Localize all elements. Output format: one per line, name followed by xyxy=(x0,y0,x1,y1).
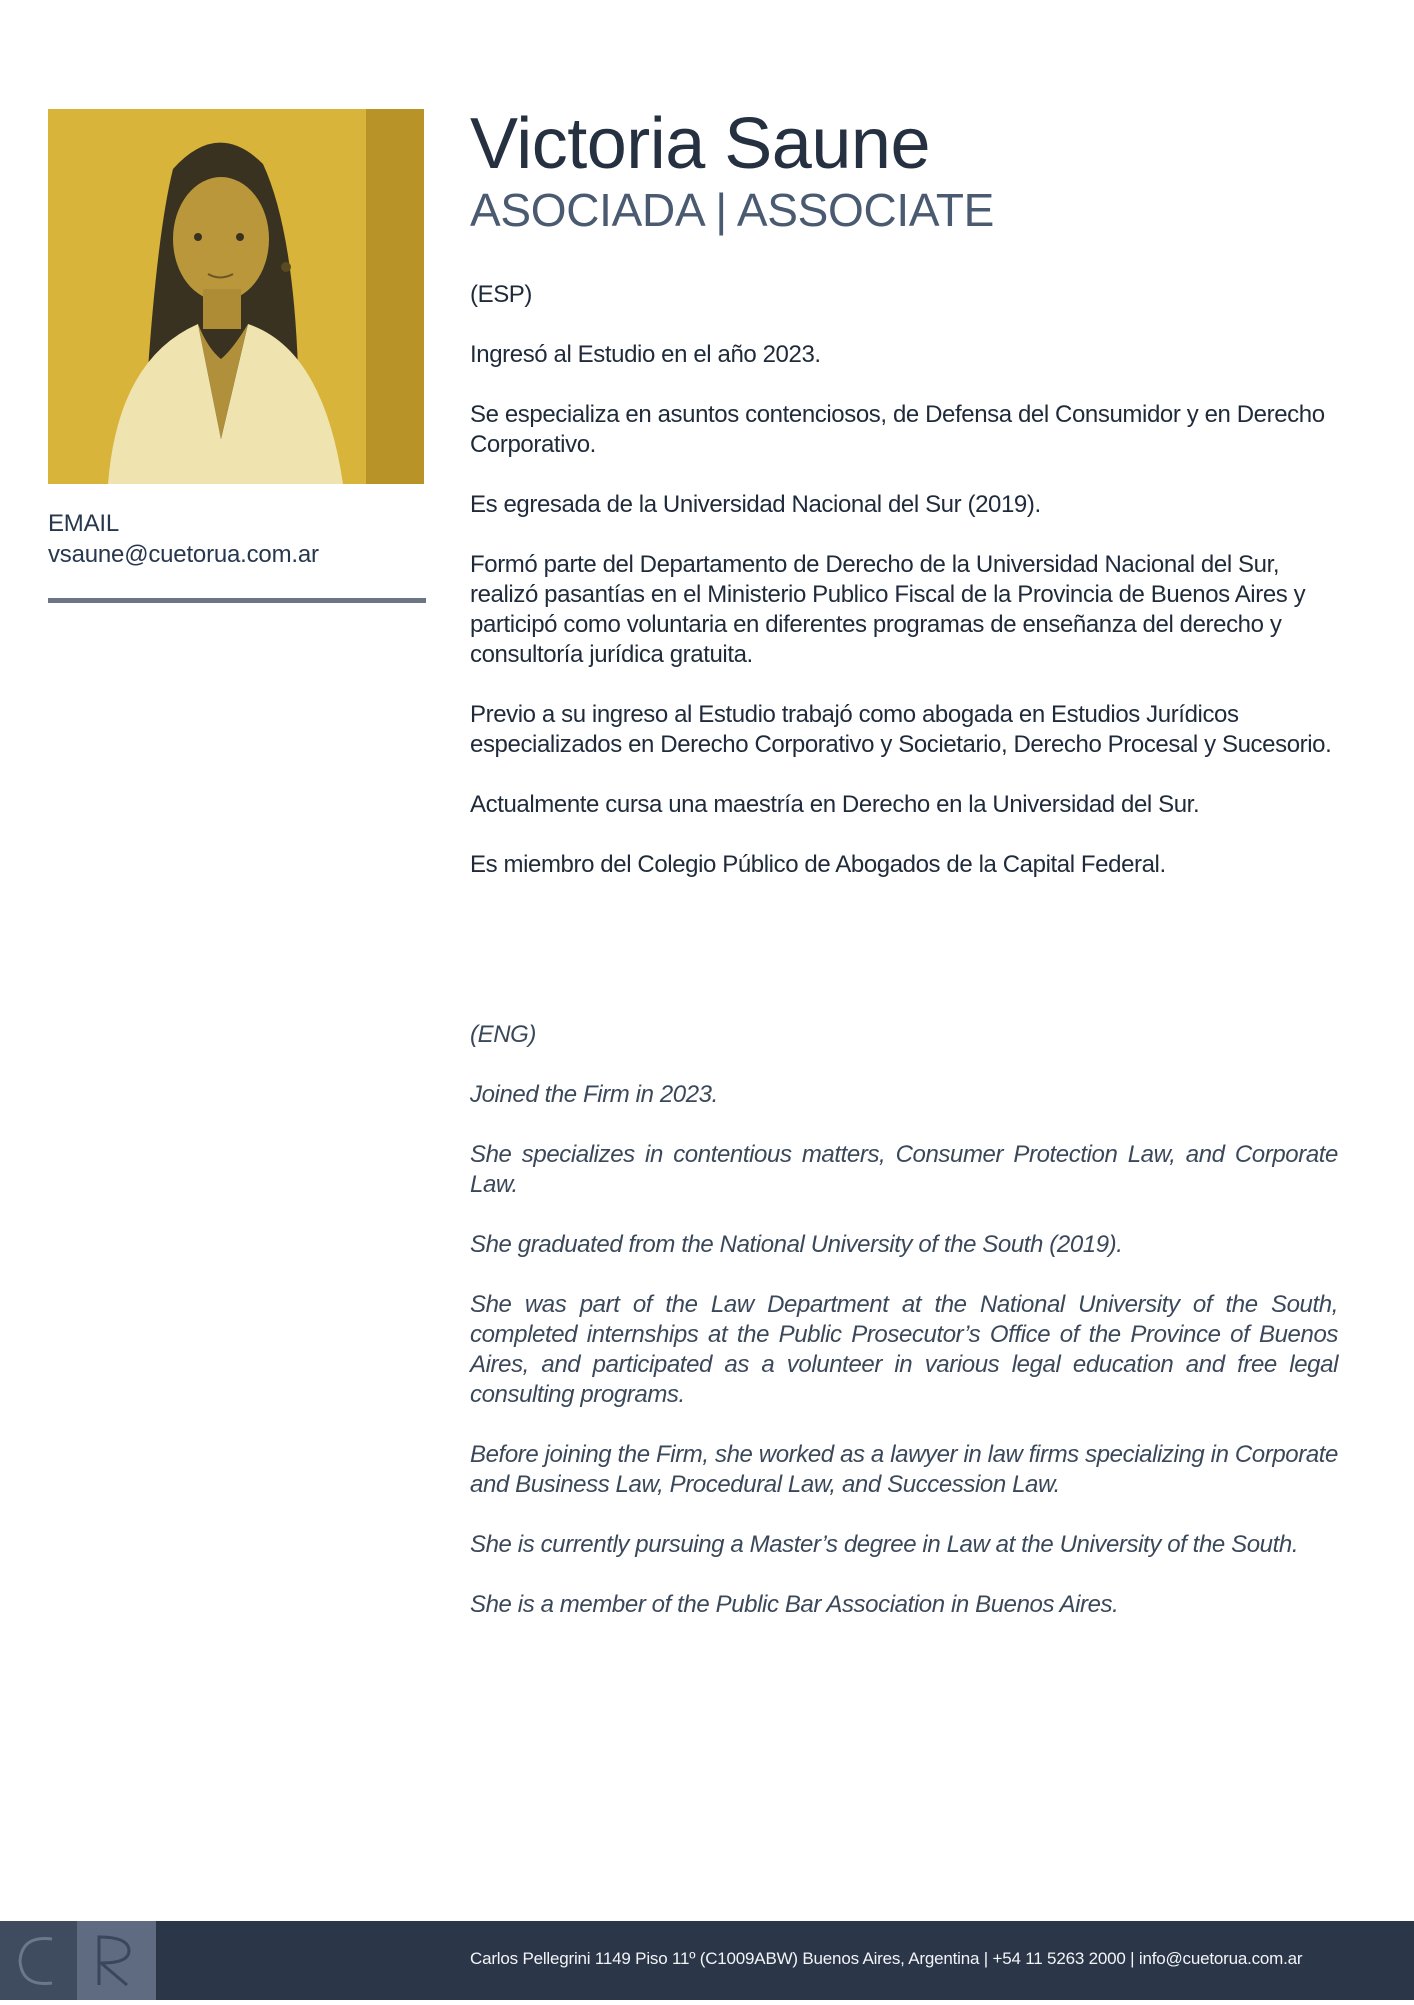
bio-paragraph: Previo a su ingreso al Estudio trabajó como abogada en Estudios Jurídicos especializados en Derecho Corporativo y Societario, Derecho Procesal y Sucesorio. xyxy=(470,701,1332,758)
bio-paragraph: Joined the Firm in 2023. xyxy=(470,1081,718,1108)
bio-paragraph: Es miembro del Colegio Público de Abogados de la Capital Federal. xyxy=(470,851,1166,878)
footer-address: Carlos Pellegrini 1149 Piso 11º (C1009ABW) Buenos Aires, Argentina | +54 11 5263 2000 | info@cuetorua.com.ar xyxy=(470,1949,1303,1968)
bio-paragraph: Ingresó al Estudio en el año 2023. xyxy=(470,341,821,368)
bio-paragraph: Es egresada de la Universidad Nacional del Sur (2019). xyxy=(470,491,1041,518)
bio-paragraph: Formó parte del Departamento de Derecho de la Universidad Nacional del Sur, realizó pasantías en el Ministerio Publico Fiscal de la Provincia de Buenos Aires y participó como voluntaria en diferentes programas de enseñanza del derecho y consultoría jurídica gratuita. xyxy=(470,551,1306,668)
person-name: Victoria Saune xyxy=(470,104,930,184)
bio-paragraph: She graduated from the National University of the South (2019). xyxy=(470,1231,1123,1258)
bio-paragraph: Se especializa en asuntos contenciosos, de Defensa del Consumidor y en Derecho Corporativo. xyxy=(470,401,1325,458)
portrait-photo xyxy=(48,109,424,484)
logo-r-icon xyxy=(77,1921,156,2000)
contact-divider xyxy=(48,598,426,603)
header-block xyxy=(470,104,1338,236)
bio-paragraph: Actualmente cursa una maestría en Derecho en la Universidad del Sur. xyxy=(470,791,1200,818)
language-tag-spanish: (ESP) xyxy=(470,281,533,308)
bio-paragraph: She is currently pursuing a Master’s degree in Law at the University of the South. xyxy=(470,1531,1299,1558)
bio-paragraph: She specializes in contentious matters, Consumer Protection Law, and Corporate Law. xyxy=(470,1141,1338,1198)
english-bio xyxy=(470,1020,1338,1650)
bio-paragraph: She was part of the Law Department at the National University of the South, completed internships at the Public Prosecutor’s Office of the Province of Buenos Aires, and participated as a volunteer in various legal education and free legal consulting programs. xyxy=(470,1291,1338,1408)
page-footer xyxy=(0,1921,1414,2000)
email-label: EMAIL xyxy=(48,510,120,537)
contact-block xyxy=(48,508,428,570)
bio-paragraph: She is a member of the Public Bar Association in Buenos Aires. xyxy=(470,1591,1119,1618)
portrait-illustration xyxy=(48,109,424,484)
person-role: ASOCIADA | ASSOCIATE xyxy=(470,184,995,236)
spanish-bio xyxy=(470,280,1338,910)
email-address-link[interactable]: vsaune@cuetorua.com.ar xyxy=(48,541,319,568)
language-tag-english: (ENG) xyxy=(470,1021,536,1048)
bio-paragraph: Before joining the Firm, she worked as a lawyer in law firms specializing in Corporate and Business Law, Procedural Law, and Succession Law. xyxy=(470,1441,1338,1498)
logo-c-icon xyxy=(0,1921,77,2000)
